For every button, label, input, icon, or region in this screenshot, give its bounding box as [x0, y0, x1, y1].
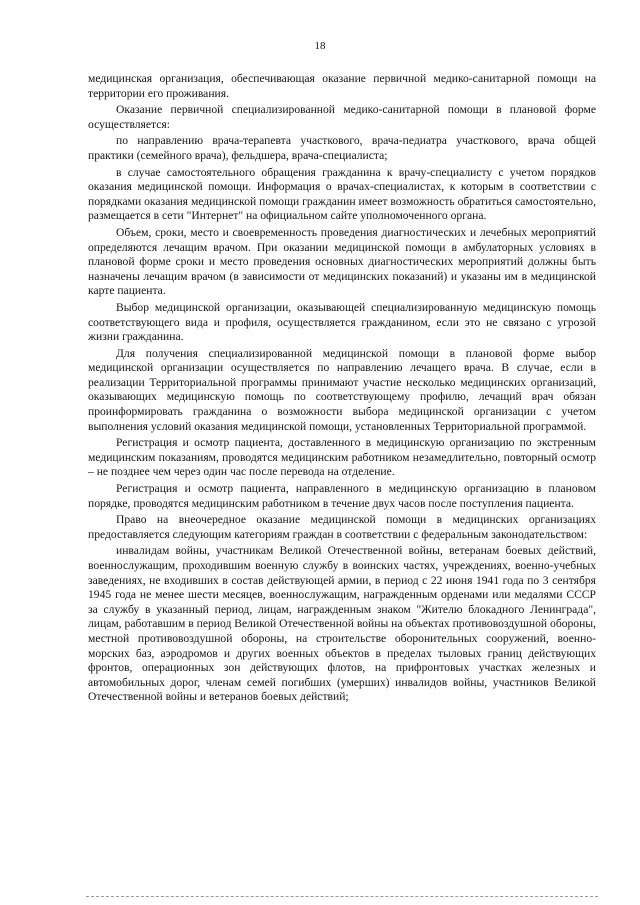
page-number: 18 [314, 40, 326, 52]
paragraph-planned-registration: Регистрация и осмотр пациента, направленного в медицинскую организацию в плановом порядке, проводятся медицинским работником в течение двух часов после поступления пациента. [88, 482, 596, 510]
paragraph-self-referral: в случае самостоятельного обращения гражданина к врачу-специалисту с учетом порядков оказания медицинской помощи. Информация о врачах-специалистах, к которым в соответствии с порядками оказания медицинской помощи гражданин имеет возможность обратиться самостоятельно, размещается в сети "Интернет" на официальном сайте уполномоченного органа. [88, 165, 596, 223]
footer-divider [86, 896, 598, 897]
paragraph-priority-care-right: Право на внеочередное оказание медицинской помощи в медицинских организациях предоставляется следующим категориям граждан в соответствии с федеральным законодательством: [88, 513, 596, 541]
paragraph-war-veterans: инвалидам войны, участникам Великой Отечественной войны, ветеранам боевых действий, военнослужащим, проходившим военную службу в воинских частях, учреждениях, военно-учебных заведениях, не входивших в состав действующей армии, в период с 22 июня 1941 года по 3 сентября 1945 года не менее шести месяцев, военнослужащим, награжденным орденами или медалями СССР за службу в указанный период, лицам, награжденным знаком "Жителю блокадного Ленинграда", лицам, работавшим в период Великой Отечественной войны на объектах противовоздушной обороны, местной противовоздушной обороны, на строительстве оборонительных сооружений, военно-морских баз, аэродромов и других военных объектов в пределах тыловых границ действующих фронтов, операционных зон действующих флотов, на прифронтовых участках железных и автомобильных дорог, членам семей погибших (умерших) инвалидов войны, участников Великой Отечественной войны и ветеранов боевых действий; [88, 544, 596, 704]
paragraph-referral: по направлению врача-терапевта участкового, врача-педиатра участкового, врача общей практики (семейного врача), фельдшера, врача-специалиста; [88, 134, 596, 162]
paragraph-diagnostic-scope: Объем, сроки, место и своевременность проведения диагностических и лечебных мероприятий определяются лечащим врачом. При оказании медицинской помощи в амбулаторных условиях в плановой форме сроки и место проведения основных диагностических мероприятий должны быть назначены лечащим врачом (в зависимости от медицинских показаний) и указаны им в медицинской карте пациента. [88, 225, 596, 298]
paragraph-organization-choice: Выбор медицинской организации, оказывающей специализированную медицинскую помощь соответствующего вида и профиля, осуществляется гражданином, если это не связано с угрозой жизни гражданина. [88, 300, 596, 344]
paragraph-continuation: медицинская организация, обеспечивающая оказание первичной медико-санитарной помощи на территории его проживания. [88, 72, 596, 100]
document-body [88, 72, 596, 707]
paragraph-specialized-care-referral: Для получения специализированной медицинской помощи в плановой форме выбор медицинской организации осуществляется по направлению лечащего врача. В случае, если в реализации Территориальной программы принимают участие несколько медицинских организаций, оказывающих медицинскую помощь по соответствующему профилю, лечащий врач обязан проинформировать гражданина о возможности выбора медицинской организации с учетом выполнения условий оказания медицинской помощи, установленных Территориальной программой. [88, 346, 596, 433]
paragraph-planned-care-intro: Оказание первичной специализированной медико-санитарной помощи в плановой форме осуществляется: [88, 103, 596, 131]
paragraph-emergency-registration: Регистрация и осмотр пациента, доставленного в медицинскую организацию по экстренным медицинским показаниям, проводятся медицинским работником незамедлительно, повторный осмотр – не позднее чем через один час после перевода на отделение. [88, 436, 596, 479]
